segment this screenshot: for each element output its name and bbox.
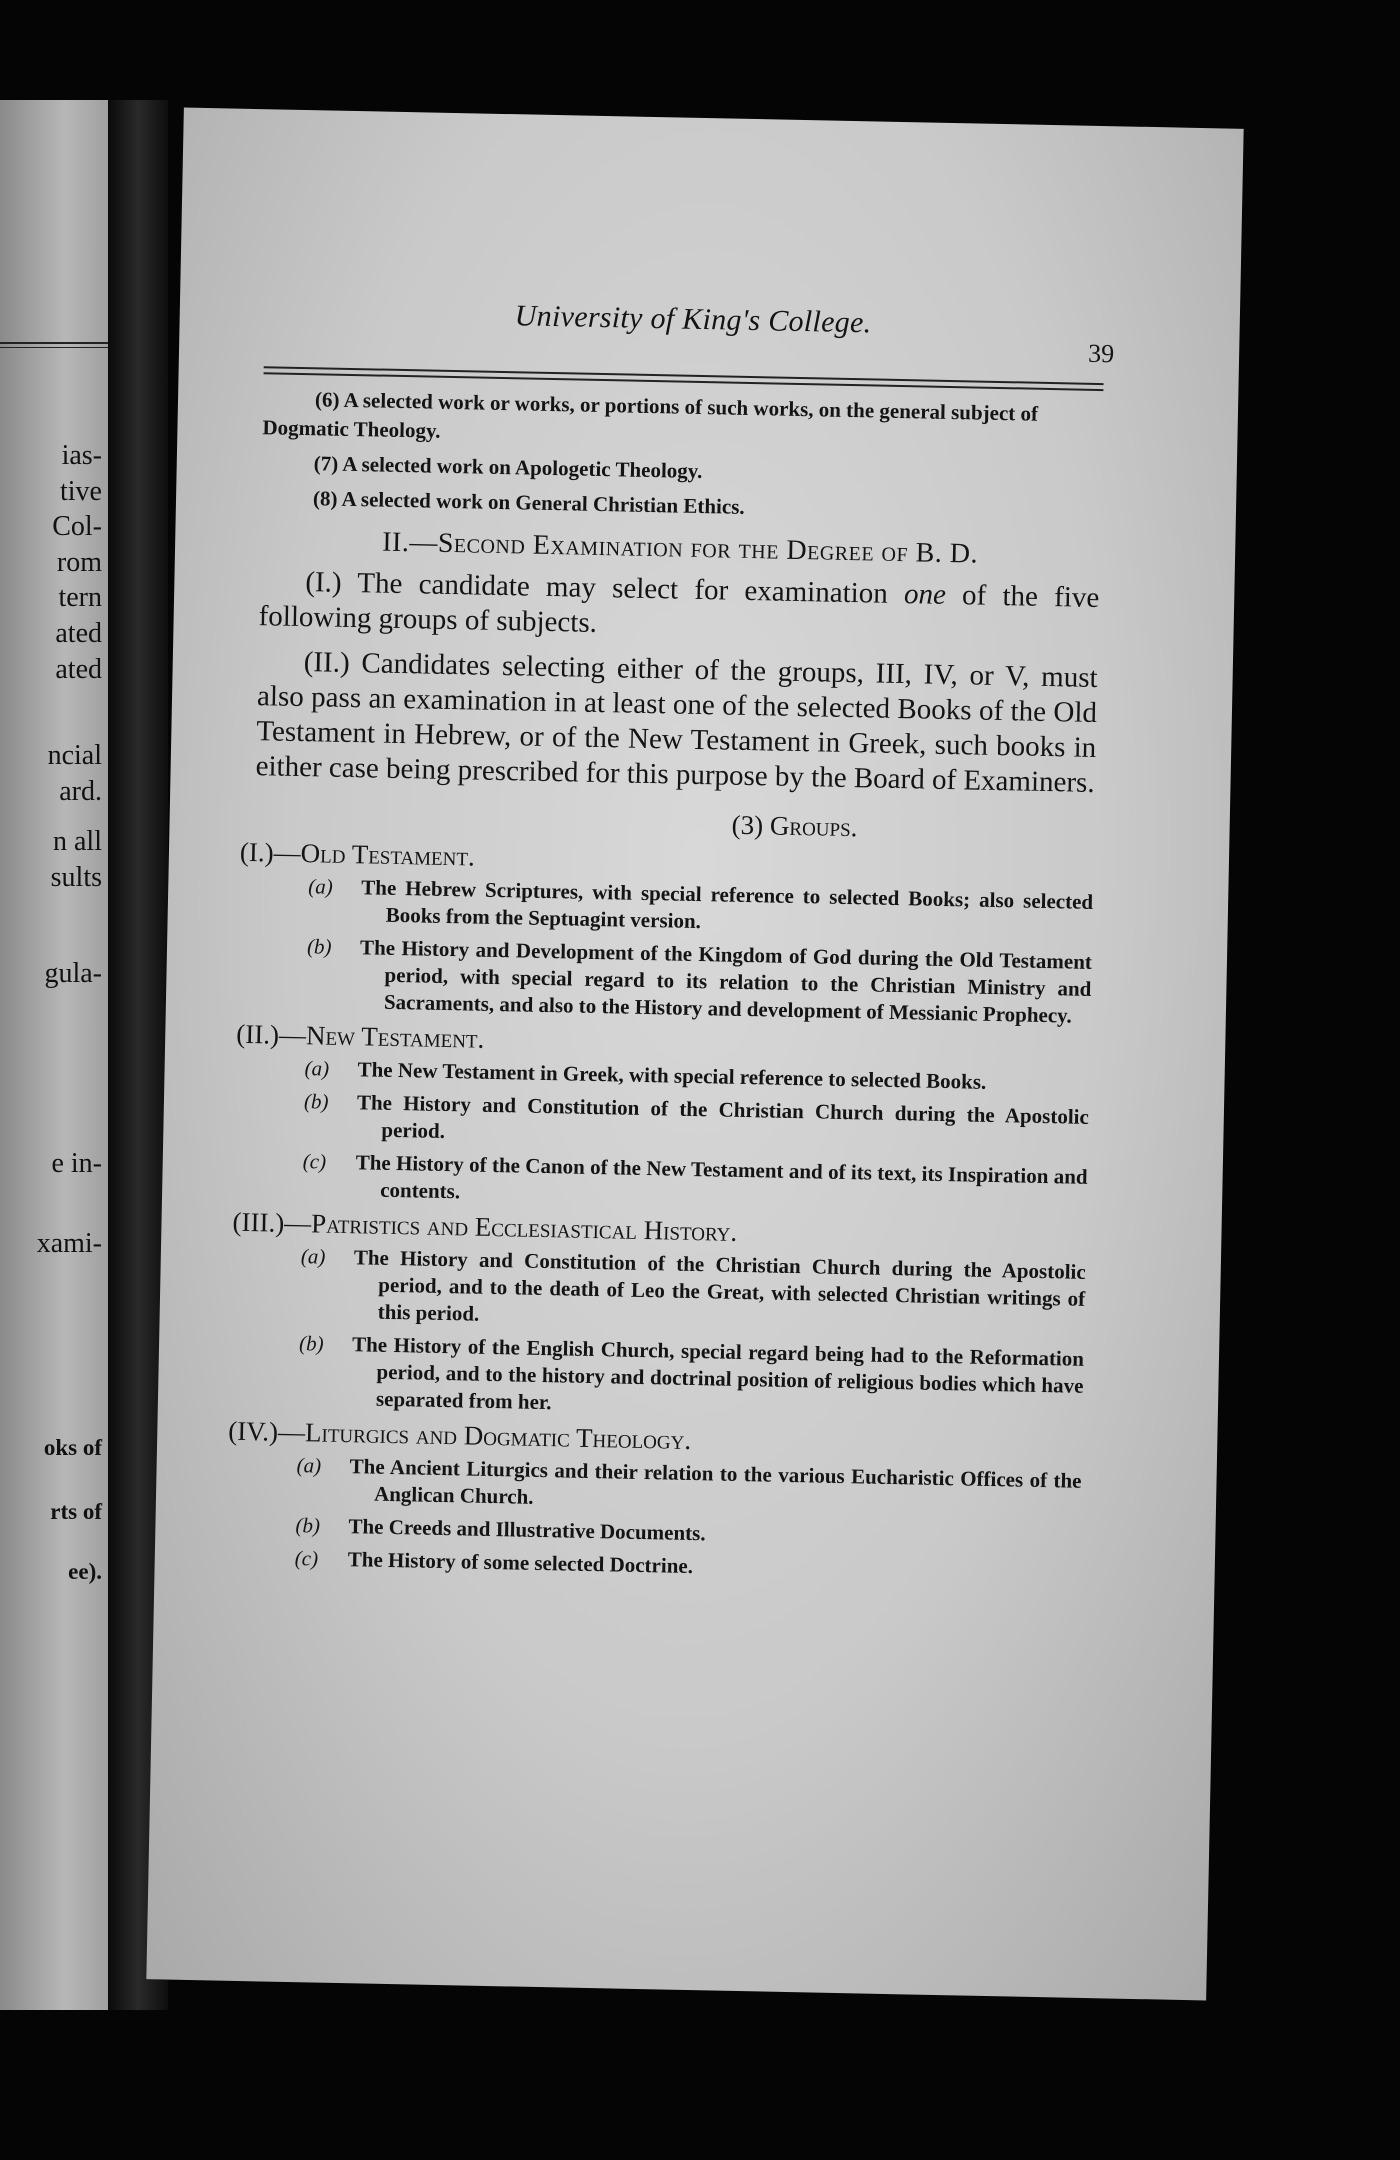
facing-page-line: ias- (61, 440, 102, 471)
group-item (243, 1329, 1084, 1427)
facing-page-line: e in- (51, 1148, 102, 1179)
item-text: The Creeds and Illustrative Documents. (348, 1514, 706, 1546)
item-text: The History and Development of the Kingdom of God during the Old Testament period, with special regard to its relation to the Christian Ministry and Sacraments, and also to the History and development of Messianic Prophecy. (359, 935, 1093, 1028)
group (232, 1206, 1087, 1427)
group-item (252, 872, 1093, 943)
facing-page-line: ard. (59, 776, 102, 807)
facing-page-line: rom (56, 547, 102, 578)
item-label: (b) (306, 934, 332, 959)
facing-page-line: rts of (50, 1499, 102, 1524)
paragraph-label: (I.) (305, 566, 342, 599)
group (239, 836, 1094, 1030)
facing-page-line: Col- (52, 511, 102, 542)
item-label: (a) (300, 1244, 326, 1269)
item-text: The History of some selected Doctrine. (347, 1547, 694, 1579)
item-text: The Ancient Liturgics and their relation to the various Eucharistic Offices of the Anglican Church. (349, 1454, 1082, 1509)
group-title: (IV.)—Liturgics and Dogmatic Theology. (228, 1415, 692, 1455)
group-item (245, 1242, 1086, 1340)
group-item (241, 1451, 1082, 1522)
item-label: (c) (294, 1546, 319, 1571)
continued-items (261, 384, 1103, 529)
facing-page-line: sults (50, 862, 102, 893)
group-title: (III.)—Patristics and Ecclesiastical History. (232, 1206, 738, 1247)
item-label: (7) (313, 451, 339, 476)
facing-page-line: ncial (47, 740, 102, 771)
facing-page-fragment (0, 100, 108, 2010)
group-title: (II.)—New Testament. (236, 1018, 485, 1054)
facing-page-line: ee). (68, 1559, 102, 1584)
item-text: The History of the Canon of the New Testament and of its text, its Inspiration and contents. (355, 1150, 1088, 1204)
facing-page-line: ated (55, 618, 102, 649)
item-label: (a) (304, 1056, 330, 1081)
item-label: (a) (308, 874, 334, 899)
item-label: (b) (298, 1331, 324, 1356)
paragraph (255, 644, 1098, 801)
item-text: The History and Constitution of the Christian Church during the Apostolic period, and to the death of Leo the Great, with selected Christian writings of this period. (353, 1245, 1086, 1326)
facing-page-line: tern (58, 582, 102, 613)
item-text: A selected work on Apologetic Theology. (342, 451, 703, 484)
item-text: The New Testament in Greek, with special reference to selected Books. (357, 1057, 987, 1094)
paragraph-emphasis: one (903, 578, 947, 611)
item-label: (a) (296, 1453, 322, 1478)
item-label: (6) (314, 387, 340, 412)
item-label: (c) (302, 1149, 327, 1174)
group-title: (I.)—Old Testament. (239, 836, 476, 872)
item-label: (b) (295, 1513, 321, 1538)
book-page (146, 108, 1243, 2001)
paragraph (258, 564, 1099, 651)
facing-page-line: gula- (44, 958, 102, 989)
group (228, 1415, 1083, 1588)
facing-page-line: xami- (36, 1228, 102, 1259)
item-label: (8) (312, 486, 338, 511)
facing-page-line: n all (53, 826, 102, 857)
facing-page-line: ated (55, 654, 102, 685)
facing-page-line: tive (60, 476, 102, 507)
item-text: A selected work on General Christian Ethics. (341, 486, 745, 519)
running-title: University of King's College. (514, 299, 872, 340)
group-item (247, 1147, 1088, 1218)
item-text: A selected work or works, or portions of such works, on the general subject of Dogmatic Theology. (262, 387, 1039, 443)
facing-page-rule (0, 342, 108, 348)
page-content (228, 294, 1115, 1594)
item-text: The History and Constitution of the Christian Church during the Apostolic period. (356, 1090, 1090, 1143)
group-item (251, 932, 1092, 1030)
item-text: The History of the English Church, special regard being had to the Reformation period, and to the history and doctrinal position of religious bodies which have separated from her. (351, 1332, 1085, 1415)
groups-heading: (3) Groups. (731, 809, 858, 843)
paragraph-text: of the five following groups of subjects. (258, 578, 1100, 639)
list-item (262, 384, 1103, 459)
group (236, 1018, 1090, 1218)
page-number: 39 (1087, 338, 1115, 369)
paragraph-text: The candidate may select for examination (357, 567, 905, 611)
paragraph-label: (II.) (303, 646, 350, 679)
item-label: (b) (303, 1089, 329, 1114)
paragraph-text: Candidates selecting either of the groups, III, IV, or V, must also pass an examination in at least one of the selected Books of the Old Testament in Hebrew, or of the New Testament in Greek, such books in either case being prescribed for this purpose by the Board of Examiners. (255, 647, 1098, 799)
facing-page-line: oks of (43, 1435, 102, 1460)
section-heading: II.—Second Examination for the Degree of B. D. (381, 526, 979, 570)
group-item (248, 1087, 1089, 1158)
page-header (264, 294, 1115, 369)
item-text: The Hebrew Scriptures, with special reference to selected Books; also selected Books from the Septuagint version. (361, 875, 1094, 934)
